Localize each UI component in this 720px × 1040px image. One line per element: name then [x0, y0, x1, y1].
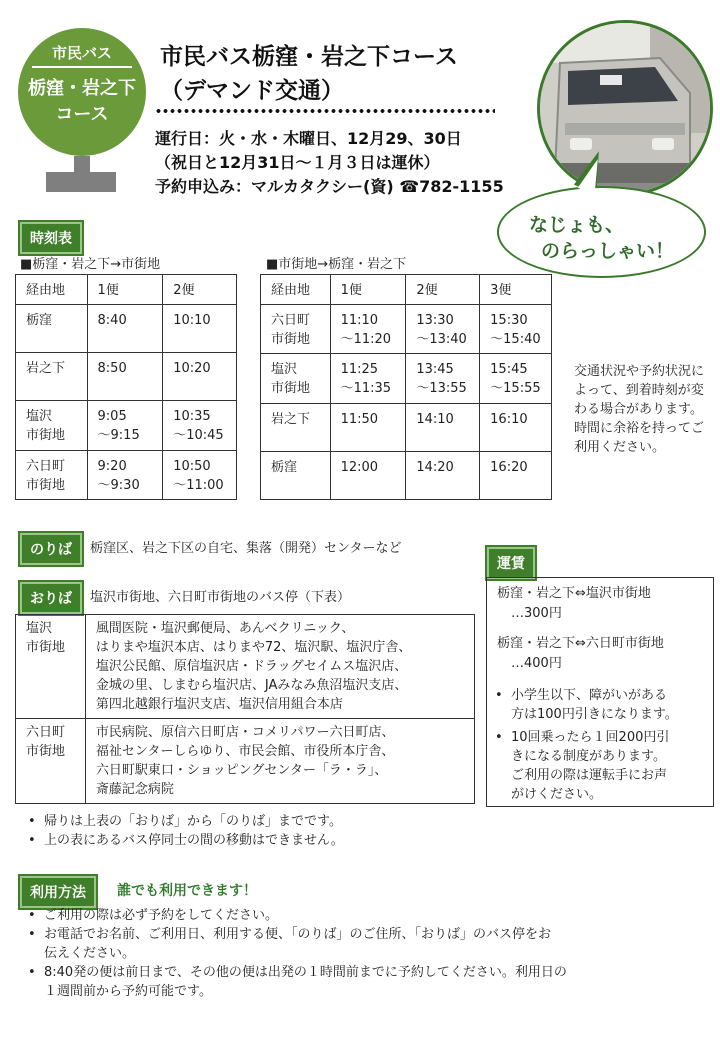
- fare-route1: 栃窪・岩之下⇔塩沢市街地: [497, 586, 651, 601]
- sign-top-text: 市民バス: [51, 44, 112, 62]
- list-item: • 小学生以下、障がいがある 方は100円引きになります。: [487, 686, 711, 724]
- fare-price2: …400円: [511, 656, 562, 671]
- table-row: [261, 354, 552, 404]
- boarding-label: のりば: [20, 533, 82, 565]
- table-header-row: [261, 275, 552, 305]
- time-cell: 16:10: [480, 404, 552, 452]
- list-item: • お電話でお名前、ご利用日、利用する便、「のりば」のご住所、「おりば」のバス停をお 伝えください。: [20, 925, 710, 963]
- stops-cell: 風間医院・塩沢郵便局、あんべクリニック、 はりまや塩沢本店、はりまや72、塩沢駅、塩沢庁舎、 塩沢公民館、原信塩沢店・ドラッグセイムス塩沢店、 金城の里、しまむら塩沢店、JAみなみ魚沼塩沢支店、 第四北越銀行塩沢支店、塩沢信用組合本店: [85, 615, 474, 719]
- time-cell: 15:30 ～15:40: [480, 305, 552, 354]
- fare-route2: 栃窪・岩之下⇔六日町市街地: [497, 636, 664, 651]
- time-cell: 13:45 ～13:55: [406, 354, 480, 404]
- time-cell: 11:25 ～11:35: [330, 354, 406, 404]
- table-header-cell: 経由地: [16, 275, 88, 305]
- fare-price1: …300円: [511, 606, 562, 621]
- list-item: • 上の表にあるバス停同士の間の移動はできません。: [20, 831, 470, 850]
- reservation-contact: 予約申込み：マルカタクシー(資) ☎782-1155: [155, 177, 504, 196]
- timetable-to-town: [15, 274, 237, 500]
- table-row: [261, 305, 552, 354]
- timetable-label: 時刻表: [20, 222, 82, 254]
- alighting-stops-table: [15, 614, 475, 804]
- stop-name-cell: 岩之下: [16, 353, 88, 401]
- time-cell: 8:40: [87, 305, 163, 353]
- speech-bubble: [497, 186, 706, 278]
- table-header-cell: 経由地: [261, 275, 331, 305]
- holiday-notice: （祝日と12月31日～１月３日は運休）: [155, 153, 440, 172]
- alighting-notes: [20, 812, 470, 850]
- time-cell: 10:35 ～10:45: [163, 401, 237, 451]
- fare-box: [486, 577, 714, 807]
- time-cell: 9:05 ～9:15: [87, 401, 163, 451]
- alighting-text: 塩沢市街地、六日町市街地のバス停（下表）: [90, 590, 351, 605]
- list-item: • 10回乗ったら１回200円引 きになる制度があります。 ご利用の際は運転手にお声 がけください。: [487, 728, 711, 804]
- time-cell: 10:10: [163, 305, 237, 353]
- sign-divider: [32, 66, 132, 68]
- minibus-image: [540, 23, 710, 193]
- time-cell: 14:20: [406, 452, 480, 500]
- time-cell: 14:10: [406, 404, 480, 452]
- table-row: [16, 305, 237, 353]
- time-cell: 16:20: [480, 452, 552, 500]
- table-row: [16, 615, 475, 719]
- timetable-a-caption: ■栃窪・岩之下→市街地: [20, 257, 161, 272]
- table-row: [261, 452, 552, 500]
- area-cell: 六日町 市街地: [16, 719, 86, 804]
- boarding-text: 栃窪区、岩之下区の自宅、集落（開発）センターなど: [90, 541, 402, 556]
- table-row: [16, 719, 475, 804]
- timetable-note: 交通状況や予約状況によって、到着時刻が変わる場合があります。時間に余裕を持ってご利用ください。: [574, 364, 705, 455]
- time-cell: 11:50: [330, 404, 406, 452]
- table-row: [16, 401, 237, 451]
- sign-base: [46, 172, 116, 192]
- time-cell: 9:20 ～9:30: [87, 451, 163, 500]
- table-header-cell: 1便: [330, 275, 406, 305]
- sign-route-line1: 栃窪・岩之下: [28, 78, 136, 99]
- usage-bullets: [20, 906, 710, 1001]
- page-subtitle: （デマンド交通）: [160, 78, 344, 104]
- fare-bullets: [487, 686, 711, 808]
- stop-name-cell: 六日町 市街地: [16, 451, 88, 500]
- alighting-label: おりば: [20, 582, 82, 614]
- stop-name-cell: 栃窪: [261, 452, 331, 500]
- bus-stop-sign: [18, 28, 146, 156]
- operating-days: 運行日：火・水・木曜日、12月29、30日: [155, 129, 462, 148]
- timetable-b-caption: ■市街地→栃窪・岩之下: [266, 257, 407, 272]
- table-header-cell: 2便: [163, 275, 237, 305]
- sign-route-line2: コース: [55, 104, 109, 125]
- stop-name-cell: 六日町 市街地: [261, 305, 331, 354]
- list-item: • 帰りは上表の「おりば」から「のりば」までです。: [20, 812, 470, 831]
- fare-label: 運賃: [487, 547, 535, 579]
- list-item: • ご利用の際は必ず予約をしてください。: [20, 906, 710, 925]
- time-cell: 12:00: [330, 452, 406, 500]
- time-cell: 13:30 ～13:40: [406, 305, 480, 354]
- time-cell: 10:50 ～11:00: [163, 451, 237, 500]
- bubble-line2: のらっしゃい！: [541, 240, 675, 262]
- table-row: [16, 451, 237, 500]
- table-row: [261, 404, 552, 452]
- timetable-from-town: [260, 274, 552, 500]
- time-cell: 10:20: [163, 353, 237, 401]
- page-title: 市民バス栃窪・岩之下コース: [160, 44, 458, 70]
- stops-cell: 市民病院、原信六日町店・コメリパワー六日町店、 福祉センターしらゆり、市民会館、市役所本庁舎、 六日町駅東口・ショッピングセンター「ラ・ラ」、 斎藤記念病院: [85, 719, 474, 804]
- table-header-cell: 3便: [480, 275, 552, 305]
- stop-name-cell: 岩之下: [261, 404, 331, 452]
- usage-label: 利用方法: [20, 876, 96, 908]
- table-header-cell: 2便: [406, 275, 480, 305]
- stop-name-cell: 栃窪: [16, 305, 88, 353]
- table-row: [16, 353, 237, 401]
- title-dotted-rule: [155, 108, 495, 114]
- stop-name-cell: 塩沢 市街地: [261, 354, 331, 404]
- time-cell: 11:10 ～11:20: [330, 305, 406, 354]
- usage-subtitle: 誰でも利用できます！: [117, 883, 257, 899]
- stop-name-cell: 塩沢 市街地: [16, 401, 88, 451]
- list-item: • 8:40発の便は前日まで、その他の便は出発の１時間前までに予約してください。利用日の １週間前から予約可能です。: [20, 963, 710, 1001]
- bus-photo: [537, 20, 713, 196]
- bubble-line1: なじょも、: [529, 214, 625, 236]
- table-header-cell: 1便: [87, 275, 163, 305]
- time-cell: 8:50: [87, 353, 163, 401]
- time-cell: 15:45 ～15:55: [480, 354, 552, 404]
- area-cell: 塩沢 市街地: [16, 615, 86, 719]
- table-header-row: [16, 275, 237, 305]
